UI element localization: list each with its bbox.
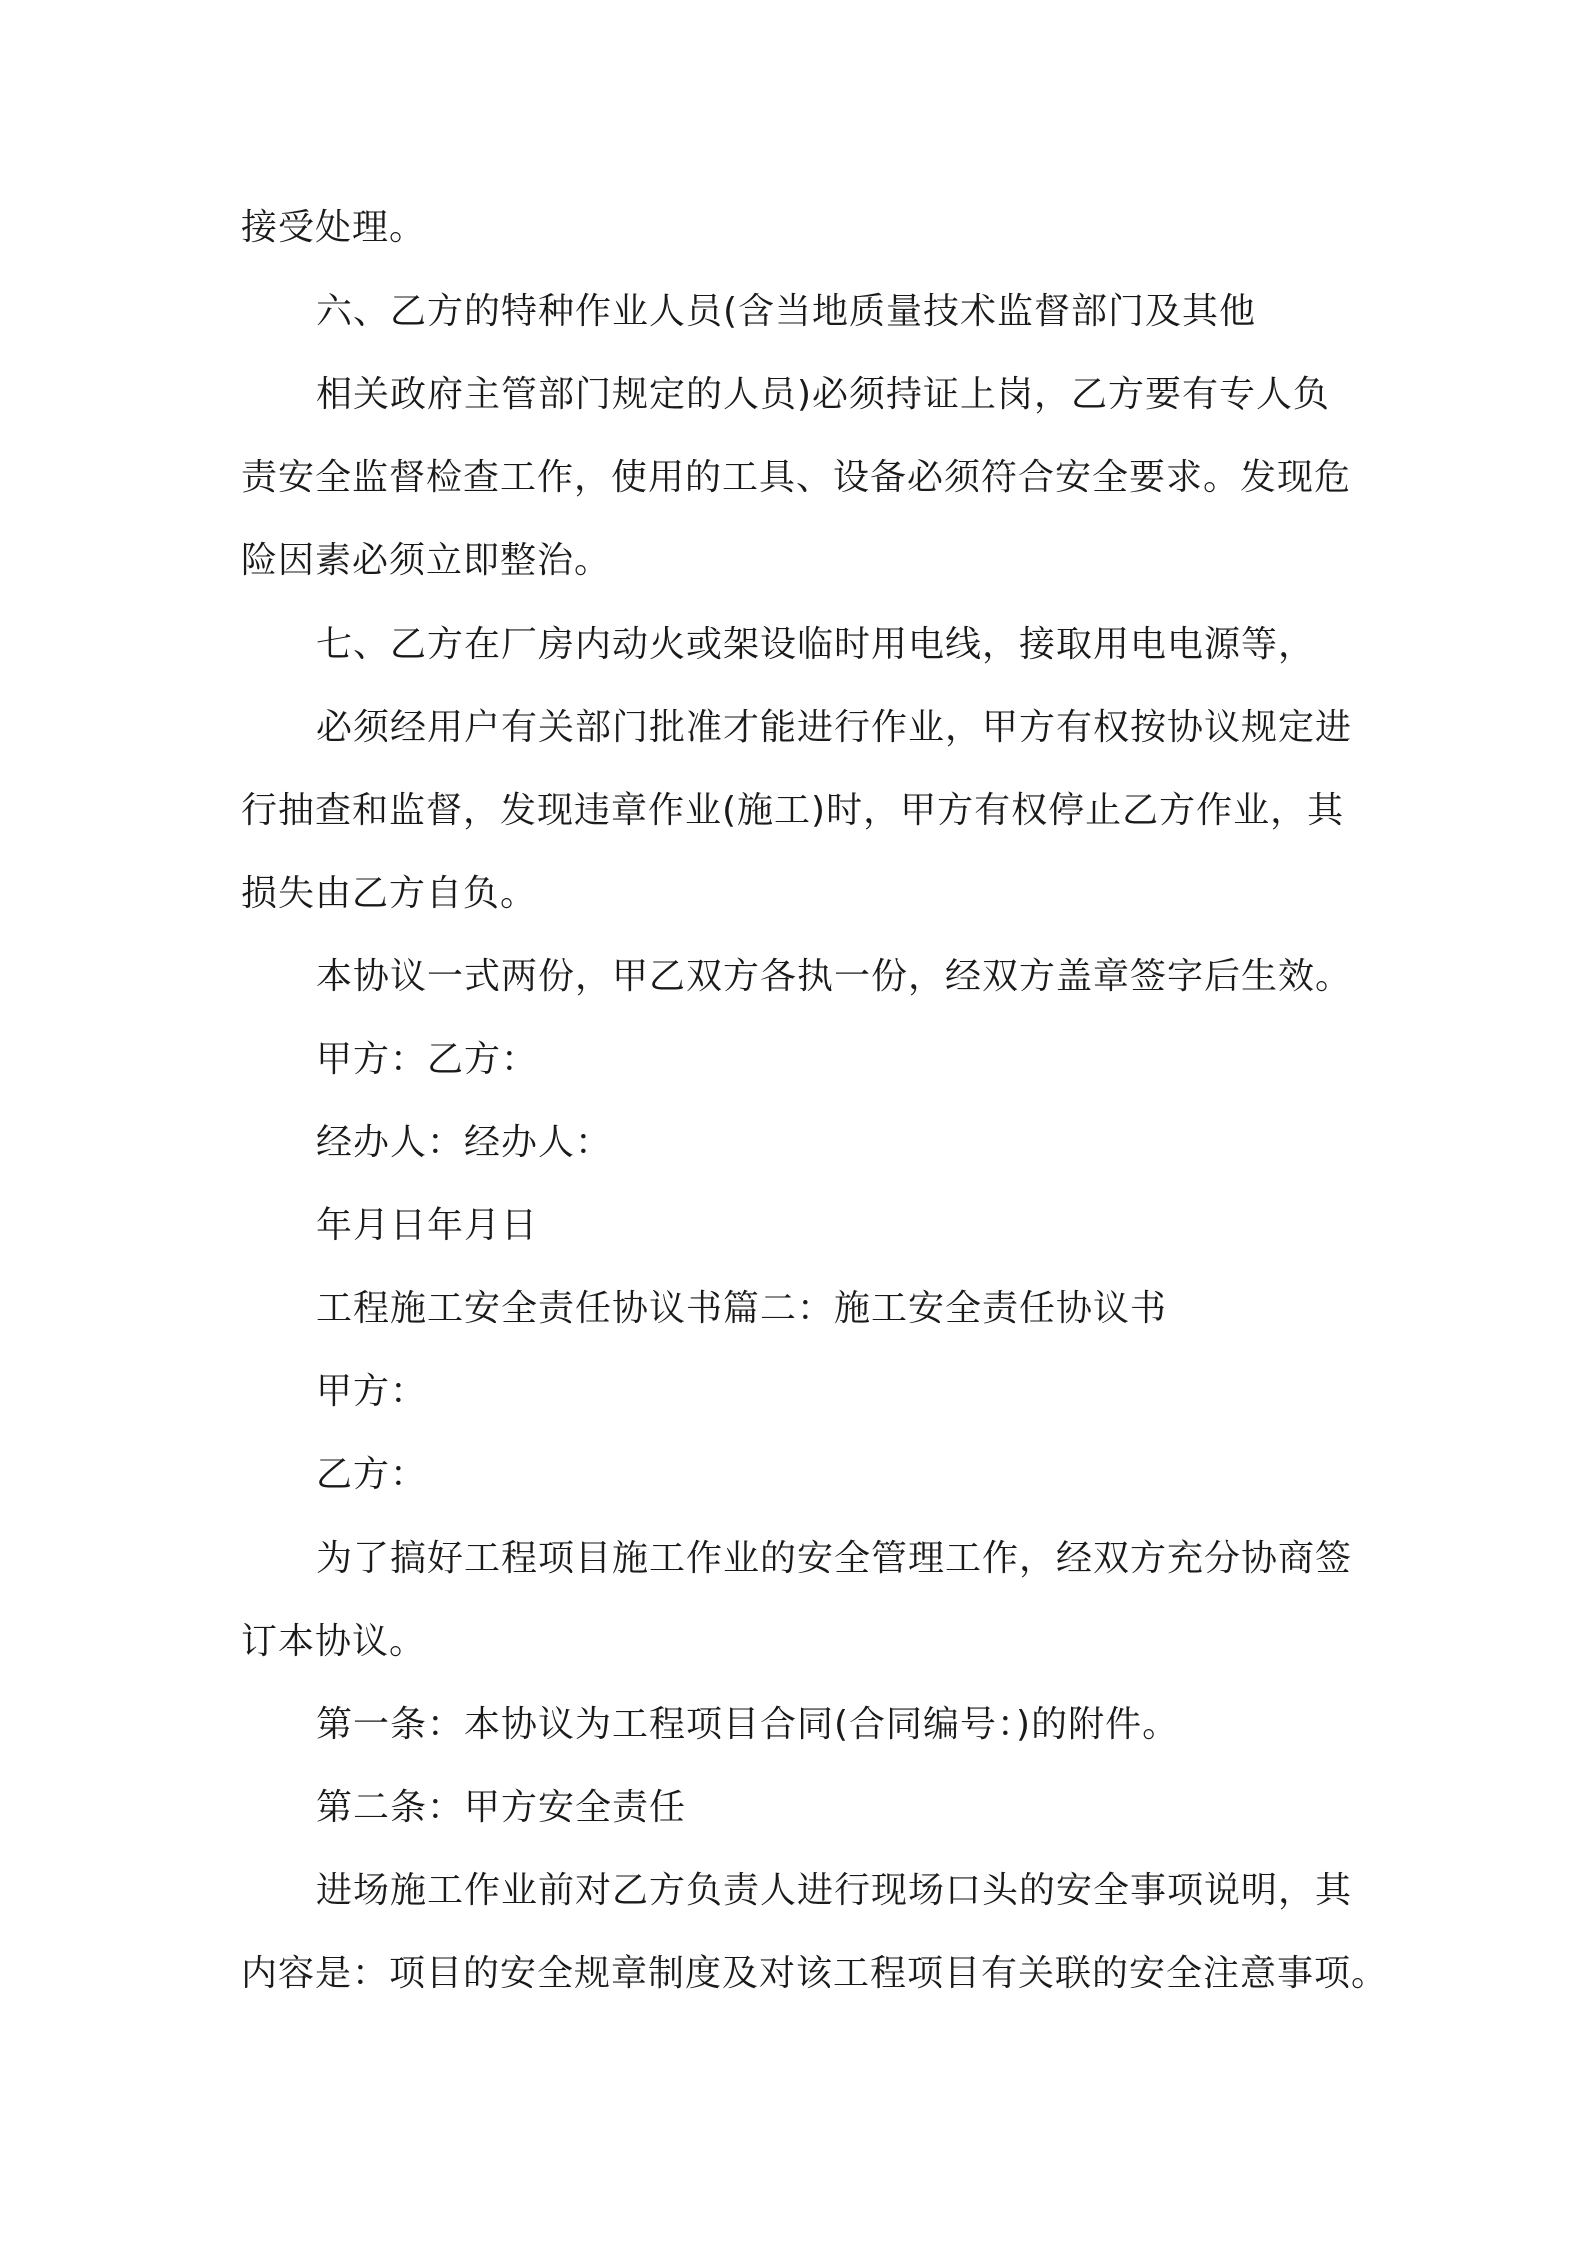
text-line: 甲方： bbox=[316, 1371, 428, 1412]
text-line: 内容是：项目的安全规章制度及对该工程项目有关联的安全注意事项。 bbox=[241, 1953, 1389, 1994]
text-line: 第二条：甲方安全责任 bbox=[316, 1787, 687, 1828]
text-line: 七、乙方在厂房内动火或架设临时用电线，接取用电电源等， bbox=[316, 624, 1316, 665]
text-line: 相关政府主管部门规定的人员)必须持证上岗，乙方要有专人负 bbox=[316, 374, 1331, 415]
text-line: 乙方： bbox=[316, 1454, 428, 1495]
text-line: 责安全监督检查工作，使用的工具、设备必须符合安全要求。发现危 bbox=[241, 457, 1352, 498]
text-line: 行抽查和监督，发现违章作业(施工)时，甲方有权停止乙方作业，其 bbox=[241, 790, 1345, 831]
text-line: 六、乙方的特种作业人员(含当地质量技术监督部门及其他 bbox=[316, 291, 1257, 332]
text-line: 进场施工作业前对乙方负责人进行现场口头的安全事项说明，其 bbox=[316, 1870, 1353, 1911]
text-line: 险因素必须立即整治。 bbox=[241, 540, 612, 581]
text-line: 年月日年月日 bbox=[316, 1205, 539, 1246]
text-line: 第一条：本协议为工程项目合同(合同编号：)的附件。 bbox=[316, 1704, 1180, 1745]
text-line: 甲方：乙方： bbox=[316, 1039, 539, 1080]
text-line: 订本协议。 bbox=[241, 1621, 427, 1662]
text-line: 工程施工安全责任协议书篇二：施工安全责任协议书 bbox=[316, 1288, 1168, 1329]
text-line: 必须经用户有关部门批准才能进行作业，甲方有权按协议规定进 bbox=[316, 707, 1353, 748]
text-line: 损失由乙方自负。 bbox=[241, 873, 538, 914]
text-line: 经办人：经办人： bbox=[316, 1122, 613, 1163]
text-line: 本协议一式两份，甲乙双方各执一份，经双方盖章签字后生效。 bbox=[316, 956, 1353, 997]
text-line: 接受处理。 bbox=[241, 207, 427, 248]
text-line: 为了搞好工程项目施工作业的安全管理工作，经双方充分协商签 bbox=[316, 1538, 1353, 1579]
